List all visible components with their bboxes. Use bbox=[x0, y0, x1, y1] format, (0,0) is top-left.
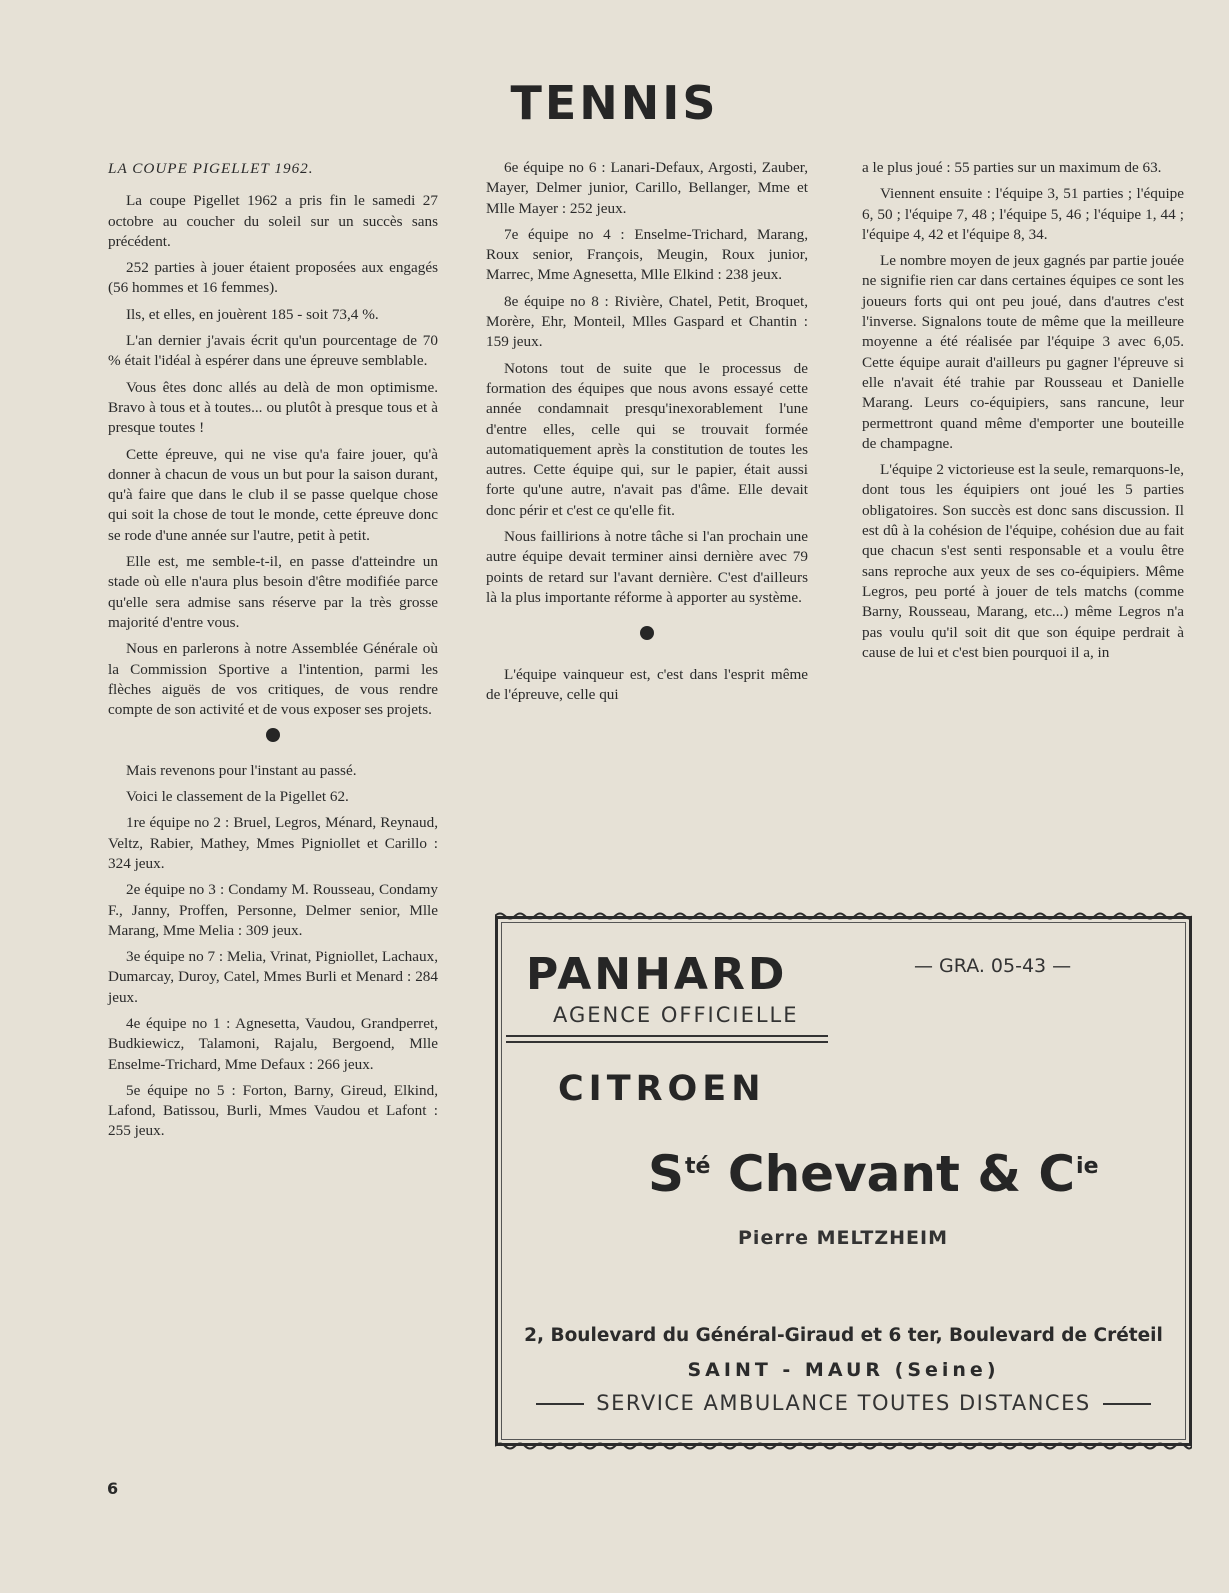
paragraph: Nous faillirions à notre tâche si l'an prochain une autre équipe devait terminer ainsi dernière avec 79 points de retard sur l'avant dernière. C'est d'ailleurs là la plus importante réforme à apporter au système. bbox=[486, 528, 808, 606]
company-prefix-sup: té bbox=[685, 1154, 711, 1180]
article-column-1 bbox=[108, 159, 438, 1148]
paragraph: Mais revenons pour l'instant au passé. bbox=[126, 761, 357, 779]
ad-city: SAINT - MAUR (Seine) bbox=[687, 1359, 1000, 1381]
company-prefix: S bbox=[648, 1145, 685, 1203]
paragraph: 252 parties à jouer étaient proposées aux engagés (56 hommes et 16 femmes). bbox=[108, 259, 438, 297]
paragraph: Cette épreuve, qui ne vise qu'a faire jouer, qu'à donner à chacun de vous un but pour la saison durant, qu'à faire que dans le club il se passe quelque chose qui soit la chose de tout le monde, cette épreuve donc se rode d'une année sur l'autre, petit à petit. bbox=[108, 445, 438, 544]
ad-person: Pierre MELTZHEIM bbox=[738, 1227, 949, 1249]
company-main: Chevant & C bbox=[727, 1145, 1076, 1203]
paragraph: L'an dernier j'avais écrit qu'un pourcentage de 70 % était l'idéal à espérer dans une épreuve semblable. bbox=[108, 332, 438, 370]
ranking-entry: 2e équipe no 3 : Condamy M. Rousseau, Condamy F., Janny, Proffen, Personne, Delmer senior, Mlle Marang, Mme Melia : 309 jeux. bbox=[108, 881, 438, 939]
page-number: 6 bbox=[107, 1479, 119, 1498]
advertisement bbox=[495, 916, 1192, 1446]
section-separator bbox=[108, 728, 438, 748]
page-title: TENNIS bbox=[510, 76, 719, 130]
paragraph: La coupe Pigellet 1962 a pris fin le samedi 27 octobre au coucher du soleil sur un succès sans précédent. bbox=[108, 192, 438, 250]
ranking-entry: 5e équipe no 5 : Forton, Barny, Gireud, Elkind, Lafond, Batissou, Burli, Mmes Vaudou et Lafont : 255 jeux. bbox=[108, 1081, 438, 1140]
ad-brand-citroen: CITROEN bbox=[558, 1069, 766, 1109]
ad-agency-label: AGENCE OFFICIELLE bbox=[553, 1003, 799, 1027]
ranking-entry: 7e équipe no 4 : Enselme-Trichard, Marang, Roux senior, François, Meugin, Roux junior, Marrec, Mme Agnesetta, Mlle Elkind : 238 jeux. bbox=[486, 225, 808, 284]
wave-border-bottom bbox=[495, 1441, 1192, 1451]
paragraph: Nous en parlerons à notre Assemblée Générale où la Commission Sportive a l'intention, parmi les flèches aiguës de vos critiques, de vous rendre compte de son activité et de vous exposer ses projets. bbox=[108, 640, 438, 719]
ad-phone: — GRA. 05-43 — bbox=[914, 955, 1072, 977]
paragraph: Ils, et elles, en jouèrent 185 - soit 73,4 %. bbox=[126, 305, 379, 323]
ranking-entry: 8e équipe no 8 : Rivière, Chatel, Petit, Broquet, Morère, Ehr, Monteil, Mlles Gaspard et Chantin : 159 jeux. bbox=[486, 292, 808, 351]
ad-company-name bbox=[648, 1145, 1099, 1203]
ad-service: SERVICE AMBULANCE TOUTES DISTANCES bbox=[596, 1391, 1091, 1415]
paragraph: a le plus joué : 55 parties sur un maximum de 63. bbox=[862, 159, 1162, 176]
paragraph: Le nombre moyen de jeux gagnés par partie jouée ne signifie rien car dans certaines équipes ce sont les joueurs forts qui ont peu joué, dans d'autres c'est l'inverse. Signalons toute de même que la meilleure moyenne a été réalisée par l'équipe 3 avec 6,05. Cette équipe aurait d'ailleurs pu gagner l'épreuve si elle n'avait été trahie par Rousseau et Danielle Marang. Leurs co-équipiers, sans rancune, leur permettront quand même d'emporter une bouteille de champagne. bbox=[862, 252, 1184, 452]
ad-brand-panhard: PANHARD bbox=[526, 949, 788, 1000]
ad-address: 2, Boulevard du Général-Giraud et 6 ter, Boulevard de Créteil bbox=[524, 1325, 1163, 1346]
divider bbox=[506, 1041, 828, 1043]
ranking-entry: 3e équipe no 7 : Melia, Vrinat, Pigniollet, Lachaux, Dumarcay, Duroy, Catel, Mmes Burli et Menard : 284 jeux. bbox=[108, 948, 438, 1006]
paragraph: Elle est, me semble-t-il, en passe d'atteindre un stade où elle n'aura plus besoin d'être modifiée parce qu'elle sera admise sans réserve par la très grosse majorité d'entre vous. bbox=[108, 553, 438, 631]
paragraph: L'équipe vainqueur est, c'est dans l'esprit même de l'épreuve, celle qui bbox=[486, 665, 808, 703]
paragraph: Notons tout de suite que le processus de formation des équipes que nous avons essayé cette année condamnait presqu'inexorablement l'une d'entre elles, celle qui se trouvait formée automatiquement après la constitution de toutes les autres. Cette équipe qui, sur le papier, était aussi forte qu'une autre, n'avait pas d'âme. Elle devait donc périr et c'est ce qu'elle fit. bbox=[486, 359, 808, 519]
dash bbox=[536, 1403, 584, 1405]
article-column-2 bbox=[486, 158, 808, 711]
paragraph: L'équipe 2 victorieuse est la seule, remarquons-le, dont tous les équipiers ont joué les 5 parties obligatoires. Son succès est donc sans discussion. Il est dû à la cohésion de l'équipe, cohésion due au fait que chacun s'est senti responsable et a voulu être sans reproche aux yeux de ses co-équipiers. Même Legros, peu porté à jouer de tels matchs (comme Barny, Rousseau, Marang, etc...) même Legros n'a pas voulu qu'il soit dit que son équipe perdrait à cause de lui et c'est bien pourquoi il a, in bbox=[862, 461, 1184, 661]
section-separator bbox=[486, 626, 808, 646]
bullet-icon bbox=[640, 626, 654, 640]
bullet-icon bbox=[266, 728, 280, 742]
ranking-entry: 4e équipe no 1 : Agnesetta, Vaudou, Grandperret, Budkiewicz, Talamoni, Rajalu, Bergoend, Mlle Enselme-Trichard, Mme Defaux : 266 jeux. bbox=[108, 1014, 438, 1073]
ranking-entry: 6e équipe no 6 : Lanari-Defaux, Argosti, Zauber, Mayer, Delmer junior, Carillo, Bellanger, Mme et Mlle Mayer : 252 jeux. bbox=[486, 159, 808, 217]
section-heading: LA COUPE PIGELLET 1962. bbox=[108, 160, 314, 177]
article-column-3 bbox=[862, 158, 1184, 669]
company-suffix-sup: ie bbox=[1076, 1154, 1099, 1180]
dash bbox=[1103, 1403, 1151, 1405]
ranking-entry: 1re équipe no 2 : Bruel, Legros, Ménard, Reynaud, Veltz, Rabier, Mathey, Mmes Pigniollet et Carillo : 324 jeux. bbox=[108, 814, 438, 872]
paragraph: Viennent ensuite : l'équipe 3, 51 parties ; l'équipe 6, 50 ; l'équipe 7, 48 ; l'équipe 5, 46 ; l'équipe 1, 44 ; l'équipe 4, 42 et l'équipe 8, 34. bbox=[862, 185, 1184, 243]
paragraph: Voici le classement de la Pigellet 62. bbox=[126, 788, 349, 806]
divider bbox=[506, 1035, 828, 1037]
paragraph: Vous êtes donc allés au delà de mon optimisme. Bravo à tous et à toutes... ou plutôt à presque tous et à presque toutes ! bbox=[108, 378, 438, 437]
ad-service-line bbox=[498, 1391, 1189, 1415]
wave-border-top bbox=[495, 911, 1192, 921]
